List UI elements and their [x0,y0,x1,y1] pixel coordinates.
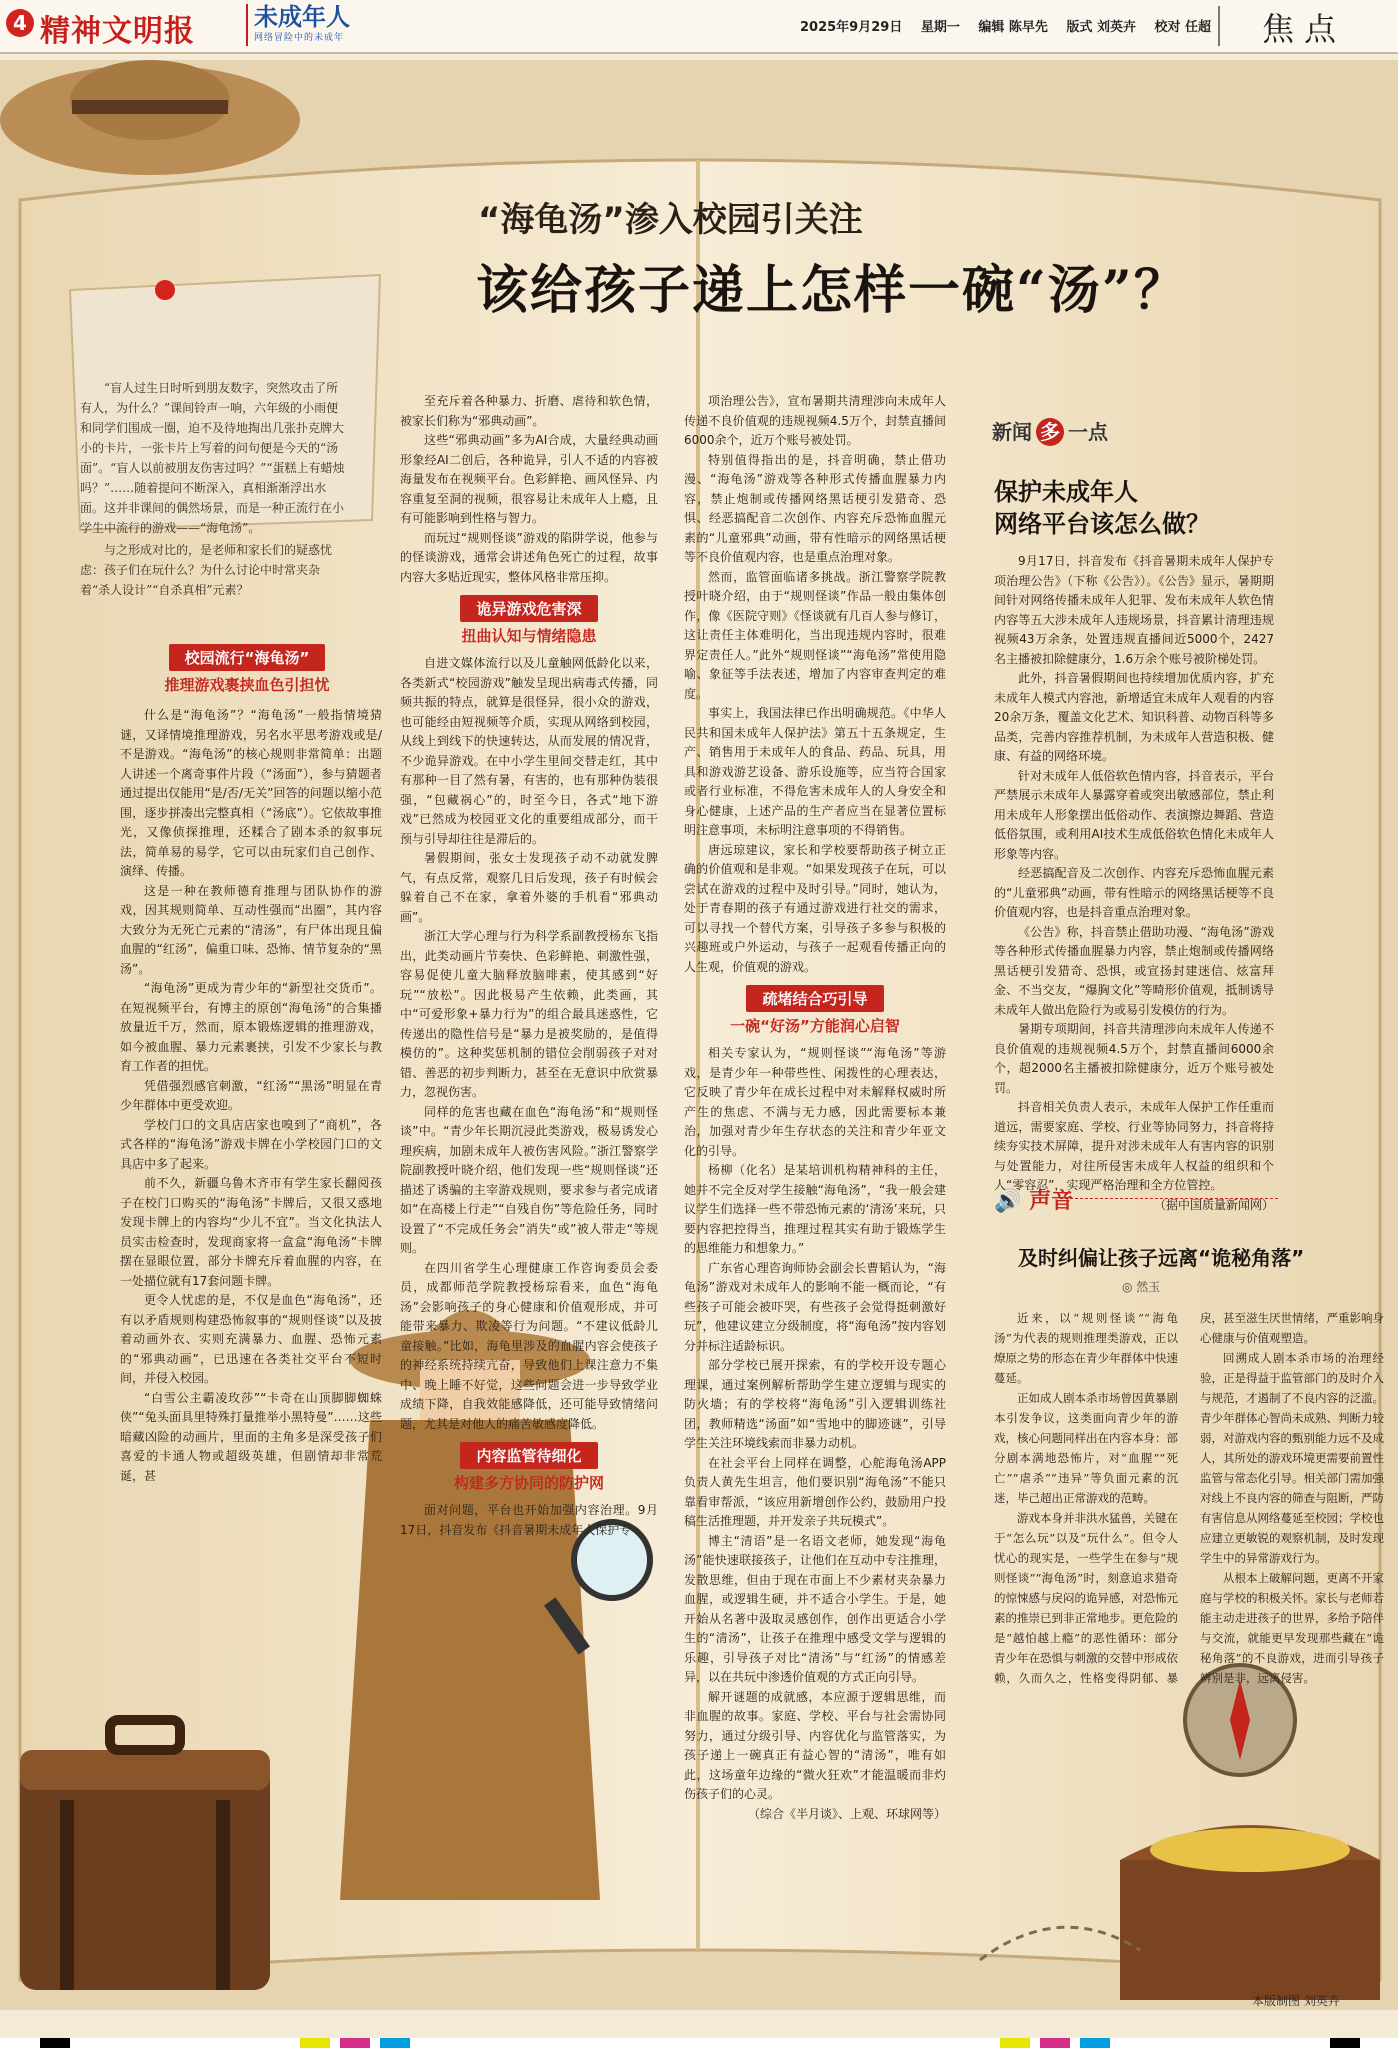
print-color-bar [0,2038,1398,2048]
body-paragraph: 浙江大学心理与行为科学系副教授杨东飞指出，此类动画片节奏快、色彩鲜艳、刺激性强，容易促使儿童大脑释放脑啡素，使其感到“好玩”“放松”。因此极易产生依赖，此类画，其中“可爱形象+暴力行为”的组合最具迷惑性，它传递出的隐性信号是“暴力是被奖励的，是值得模仿的”。这种奖惩机制的错位会削弱孩子对对错、善恶的初步判断力，甚至在无意识中欣赏暴力，忽视伤害。 [400,929,658,1099]
speaker-icon: 🔊 [994,1189,1022,1214]
section-title: 未成年人 [254,3,350,31]
body-paragraph: 面对问题，平台也开始加强内容治理。9月17日，抖音发布《抖音暑期未成年人保护专 [400,1503,658,1537]
article-column-3 [684,392,946,1824]
section-title: 内容监管待细化 [460,1442,597,1469]
body-paragraph: “白雪公主霸凌玫莎”“卡奇在山顶脚脚蜘蛛侠”“兔头面具里特殊打量推举小黑特曼”……这些暗藏凶险的动画片，里面的主角多是深受孩子们喜爱的卡通人物或超级英雄，但剧情却非常荒诞，甚 [120,1390,382,1483]
article-kicker: “海龟汤”渗入校园引关注 [478,200,863,240]
section-subtitle: 构建多方协同的防护网 [453,1474,604,1492]
voice-divider [1060,1198,1278,1200]
header-divider [1218,6,1220,46]
news-title-line: 保护未成年人 [994,478,1138,506]
body-paragraph: 经恶搞配音及二次创作、内容充斥恐怖血腥元素的“儿童邪典”动画，带有性暗示的网络黑话梗等不良价值观内容，也是抖音重点治理对象。 [994,866,1274,919]
body-paragraph: 9月17日，抖音发布《抖音暑期未成年人保护专项治理公告》（下称《公告》）。《公告》显示，暑期期间针对网络传播未成年人犯罪、发布未成年人软色情内容等五大涉未成年人违规场景，抖音累计清理违规视频43万余条，处置违规直播间近5000个，2427名主播被扣除健康分，1.6万余个账号被阶梯处罚。 [994,554,1274,666]
body-paragraph: 相关专家认为，“规则怪谈”“海龟汤”等游戏，是青少年一种带些性、闲拨性的心理表达，它反映了青少年在成长过程中对未解释权威时所产生的焦虑、不满与无力感，因此需要标本兼治，加强对青少年生存状态的关注和青少年亚文化的引导。 [684,1046,946,1158]
body-paragraph: 唐远琼建议，家长和学校要帮助孩子树立正确的价值观和是非观。“如果发现孩子在玩，可以尝试在游戏的过程中及时引导。”同时，她认为，处于青春期的孩子有通过游戏进行社交的需求，可以寻找一个替代方案，引导孩子多参与积极的兴趣班或户外运动，与孩子一起观看传播正向的人生观，价值观的游戏。 [684,842,946,974]
proofreader-credit: 校对 任超 [1154,20,1212,35]
treasure-chest-illustration [1120,1825,1380,2000]
column-name: 焦点 [1262,10,1347,48]
section-subtitle: 推理游戏裹挟血色引担忧 [164,676,330,694]
section-banner-2 [400,595,658,646]
body-paragraph: 这些“邪典动画”多为AI合成，大量经典动画形象经AI二创后，各种诡异，引人不适的内容被海量发布在视频平台。色彩鲜艳、画风怪异、内容重复至洞的视频，很容易让未成年人上瘾，且有可能影响到性格与智力。 [400,433,658,525]
body-paragraph: 这是一种在教师德育推理与团队协作的游戏，因其规则简单、互动性强而“出圈”，其内容大致分为无死亡元素的“清汤”，有尸体出现且偏血腥的“红汤”，偏重口味、恐怖、情节复杂的“黑汤”。 [120,883,382,976]
body-paragraph: 暑假期间，张女士发现孩子动不动就发脾气，有点反常，观察几日后发现，孩子有时候会躲着自己不在家，拿着外婆的手机看“邪典动画”。 [400,851,658,924]
section-title: 诡异游戏危害深 [460,595,597,622]
news-tag-left: 新闻 [992,420,1032,444]
intro-paragraph: “盲人过生日时听到朋友数字，突然攻击了所有人，为什么？”课间铃声一响，六年级的小雨便和同学们围成一圈，迫不及待地掏出几张扑克牌大小的卡片，一张卡片上写着的问句便是今天的“汤面”。“盲人以前被朋友伤害过吗？”“蛋糕上有蜡烛吗？”……随着提问不断深入，真相渐渐浮出水面。这并非课间的偶然场景，而是一种正流行在小学生中流行的游戏——“海龟汤”。 [80,381,345,535]
body-paragraph: 特别值得指出的是，抖音明确，禁止借功漫、“海龟汤”游戏等各种形式传播血腥暴力内容，禁止炮制或传播网络黑话梗引发猎奇、恐惧、经恶搞配音二次创作、内容充斥恐怖血腥元素的“儿童邪典”动画，带有性暗示的网络黑话梗等不良价值观内容，也是重点治理对象。 [684,452,946,564]
page-header [0,0,1398,54]
article-column-2 [400,392,658,1540]
issue-date: 2025年9月29日 [800,20,903,35]
body-paragraph: 至充斥着各种暴力、折磨、虐待和软色情，被家长们称为“邪典动画”。 [400,394,658,428]
page-number: 4 [6,9,34,37]
body-paragraph: 然而，监管面临诸多挑战。浙江警察学院教授叶晓介绍，由于“规则怪谈”作品一般由集体创作，像《医院守则》《怪谈就有几百人参与修订，这让责任主体难明化，当出现违规内容时，很难界定责任人。”此外“规则怪谈”“海龟汤”常使用隐喻、象征等手法表述，增加了内容审查判定的难度。 [684,569,946,701]
news-title [994,476,1274,540]
header-meta [800,16,1225,35]
body-paragraph: 正如成人剧本杀市场曾因黄暴剧本引发争议，这类面向青少年的游戏，核心问题同样出在内容本身：部分剧本满地恐怖片，对“血腥”“死亡”“虐杀”“违异”等负面元素的沉迷，毕己超出正常游戏的范畴。 [994,1391,1178,1505]
designer-credit: 版式 刘英卉 [1066,20,1136,35]
issue-weekday: 星期一 [920,20,960,35]
body-paragraph: 什么是“海龟汤”？“海龟汤”一般指情境猜谜，又译情境推理游戏，另名水平思考游戏或是/不是游戏。“海龟汤”的核心规则非常简单：出题人讲述一个离奇事件片段（“汤面”），参与猜题者通过提出仅能用“是/否/无关”回答的问题以缩小范围，逐步拼凑出完整真相（“汤底”）。它依故事推光，又像侦探推理，还糅合了剧本杀的叙事玩法，简单易的易学，它可以由玩家们自己创作、演绎、传播。 [120,708,382,878]
body-paragraph: 更令人忧虑的是，不仅是血色“海龟汤”，还有以矛盾规则构建恐怖叙事的“规则怪谈”以及披着动画外衣、实则充满暴力、血腥、恐怖元素的“邪典动画”，已迅速在各类社交平台不短时间，并侵入校园。 [120,1293,382,1385]
news-tag-badge: 多 [1036,418,1064,446]
body-paragraph: 广东省心理咨询师协会副会长曹韬认为，“海龟汤”游戏对未成年人的影响不能一概而论，“有些孩子可能会被吓哭，有些孩子会觉得挺刺激好玩”，他建议建立分级制度，将“海龟汤”按内容划分并标注适龄标识。 [684,1260,946,1353]
voice-title: 及时纠偏让孩子远离“诡秘角落” [1018,1246,1305,1270]
section-banner-1 [122,644,372,695]
body-paragraph: “海龟汤”更成为青少年的“新型社交货币”。在短视频平台，有博主的原创“海龟汤”的合集播放量近千万，然而，原本锻炼逻辑的推理游戏，如今被血腥、暴力元素裹挟，引发不少家长与教育工作者的担忧。 [120,981,382,1073]
body-paragraph: 回溯成人剧本杀市场的治理经验，正是得益于监管部门的及时介入与规范，才遏制了不良内容的泛滥。青少年群体心智尚未成熟、判断力较弱，对游戏内容的甄别能力远不及成人，其所处的游戏环境更需要前置性监管与常态化引导。相关部门需加强对线上不良内容的筛查与阻断，严防有害信息从网络蔓延至校园；学校也应建立更敏锐的观察机制，及时发现学生中的异常游戏行为。 [1200,1351,1384,1565]
news-tag [992,416,1108,446]
article-headline: 该给孩子递上怎样一碗“汤”？ [476,260,1188,321]
body-paragraph: 杨柳（化名）是某培训机构精神科的主任，她并不完全反对学生接触“海龟汤”，“我一般会建议学生们选择一些不带恐怖元素的‘清汤’来玩，只要内容把控得当，推理过程其实有助于锻炼学生的思维能力和想象力。” [684,1163,946,1255]
body-paragraph: 项治理公告》，宣布暑期共清理涉向未成年人传递不良价值观的违规视频4.5万个，封禁直播间6000余个，近万个账号被处罚。 [684,394,946,447]
body-paragraph: 解开谜题的成就感，本应源于逻辑思维，而非血腥的故事。家庭、学校、平台与社会需协同努力，通过分级引导、内容优化与监管落实，为孩子递上一碗真正有益心智的“清汤”，唯有如此，这场童年边缘的“微火狂欢”才能温暖而非灼伤孩子们的心灵。 [684,1689,946,1801]
section-title: 校园流行“海龟汤” [169,644,326,671]
body-paragraph: 在社会平台上同样在调整，心舵海龟汤APP负责人黄先生坦言，他们要识别“海龟汤”不能只靠看审帮派，“该应用新增创作公约，鼓励用户投稿生活推理题，并开发亲子共玩模式”。 [684,1455,946,1528]
article-column-1 [120,706,382,1486]
section-subtitle: 网络冒险中的未成年 [254,33,345,43]
body-paragraph: 暑期专项期间，抖音共清理涉向未成年人传递不良价值观的违规视频4.5万个，封禁直播间6000余个，超2000名主播被扣除健康分，近万个账号被处罚。 [994,1022,1274,1095]
pin-icon [155,280,175,300]
body-paragraph: 在四川省学生心理健康工作咨询委员会委员，成都师范学院教授杨琮看来，血色“海龟汤”会影响孩子的身心健康和价值观形成，并可能带来暴力、欺凌等行为问题。“不建议低龄儿童接触。”比如，海龟里涉及的血腥内容会使孩子的神经系统持续亢奋，导致他们上课注意力不集中、晚上睡不好觉，这些问题会进一步导致学业成绩下降，自我效能感降低，还可能导致情绪问题，尤其是对他人的痛苦敏感度降低。 [400,1260,658,1431]
news-body [994,552,1274,1215]
body-paragraph: 凭借强烈感官刺激，“红汤”“黑汤”明显在青少年群体中更受欢迎。 [120,1078,382,1112]
body-paragraph: 博主“清语”是一名语文老师，她发现“海龟汤”能快速联接孩子，让他们在互动中专注推理，发散思维，但由于现在市面上不少素材夹杂暴力血腥，或逻辑生硬，并不适合小学生。于是，她开始从名著中汲取灵感创作，创作出更适合小学生的“清汤”，让孩子在推理中感受文学与逻辑的乐趣，引导孩子对比“清汤”与“红汤”的情感差异，以在共玩中渗透价值观的方式正向引导。 [684,1533,946,1684]
news-tag-right: 一点 [1068,420,1108,444]
body-paragraph: 抖音相关负责人表示，未成年人保护工作任重而道远，需要家庭、学校、行业等协同努力，抖音将持续夯实技术屏障，提升对涉未成年人有害内容的识别与处置能力，对往所侵害未成年人权益的组织和个人“零容忍”，实现严格治理和全方位管控。 [994,1100,1274,1192]
body-paragraph: 从根本上破解问题，更离不开家庭与学校的积极关怀。家长与老师若能主动走进孩子的世界，多给予陪伴与交流，就能更早发现那些藏在“诡秘角落”的不良游戏，进而引导孩子辨别是非，远离侵害。 [1200,1571,1384,1685]
intro-paragraph: 与之形成对比的，是老师和家长们的疑惑忧虑：孩子们在玩什么？为什么讨论中时常夹杂着“杀人设计”“自杀真相”元素？ [80,543,333,597]
footer-credit: 本版制图 刘英卉 [1252,1994,1340,2008]
body-paragraph: 事实上，我国法律已作出明确规范。《中华人民共和国未成年人保护法》第五十五条规定，生产、销售用于未成年人的食品、药品、玩具，用具和游戏游艺设备、游乐设施等，应当符合国家或者行业标准，不得危害未成年人的人身安全和身心健康，上述产品的生产者应当在显著位置标明注意事项，未标明注意事项的不得销售。 [684,706,946,837]
section-box [246,4,366,46]
section-title: 疏堵结合巧引导 [746,985,883,1012]
section-banner-4 [684,985,946,1036]
section-banner-3 [400,1442,658,1493]
voice-body [994,1308,1384,1688]
voice-tag-label: 声音 [1029,1189,1074,1214]
body-paragraph: 前不久，新疆乌鲁木齐市有学生家长翻阅孩子在校门口购买的“海龟汤”卡牌后，又很又惑地发现卡牌上的内容均“少儿不宜”。当文化执法人员实击检查时，发现商家将一盒盒“海龟汤”卡牌摆在显眼位置，部分卡牌充斥着血腥的内容，在一处描位就有17套问题卡牌。 [120,1176,382,1288]
body-paragraph: 近来，以“规则怪谈”“海龟汤”为代表的规则推理类游戏，正以燎原之势的形态在青少年群体中快速蔓延。 [994,1311,1178,1385]
body-paragraph: 此外，抖音暑假期间也持续增加优质内容，扩充未成年人模式内容池，新增适宜未成年人观看的内容20余万条，覆盖文化艺术、知识科普、动物百科等多品类，完善内容推荐机制，为未成年人营造积极、健康、有益的网络环境。 [994,671,1274,763]
source-note: （综合《半月谈》、上观、环球网等） [747,1806,946,1821]
article-intro [80,378,348,602]
body-paragraph: 而玩过“规则怪谈”游戏的陷阱学说，他参与的怪谈游戏，通常会讲述角色死亡的过程，故事内容大多贴近现实，整体风格非常压抑。 [400,530,658,584]
section-subtitle: 扭曲认知与情绪隐患 [461,627,597,645]
body-paragraph: 同样的危害也藏在血色“海龟汤”和“规则怪谈”中。“青少年长期沉浸此类游戏，极易诱发心理疾病，加剧未成年人被伤害风险。”浙江警察学院副教授叶晓介绍，他们发现一些“规则怪谈”还描述了诱骗的主宰游戏规则，要求参与者完成诸如“在高楼上行走”“自残自伤”等危险任务，同时设置了“不完成任务会”消失“或”被人带走“等规则。 [400,1104,658,1255]
body-paragraph: 自进文媒体流行以及儿童触网低龄化以来，各类新式“校园游戏”触发呈现出病毒式传播，同频共振的特点，就算是很怪异，很小众的游戏，也可能经由短视频等介质，实现从网络到校园，从线上到线下的快速转达，从而发展的情况背，不少诡异游戏。在中小学生里间交替走红，其中有那种一目了然有暑，有害的，也有那种伪装很强，“包藏祸心”的，时至今日，各式“地下游戏”已然成为校园亚文化的重要组成部分，而干预与引导却往往是滞后的。 [400,656,658,846]
suitcase-illustration [20,1720,270,1990]
editor-credit: 编辑 陈早先 [978,20,1048,35]
body-paragraph: 《公告》称，抖音禁止借助功漫、“海龟汤”游戏等各种形式传播血腥暴力内容，禁止炮制或传播网络黑话梗引发猎奇、恐惧，或宣扬封建迷信、炫富拜金、不当交友，“爆胸文化”等畸形价值观，抵制诱导未成年人做出危险行为或易引发模仿的行为。 [994,924,1274,1017]
news-title-line: 网络平台该怎么做？ [994,510,1210,538]
body-paragraph: 部分学校已展开探索，有的学校开设专题心理课，通过案例解析帮助学生建立逻辑与现实的防火墙；有的学校将“海龟汤”引入逻辑训练社团，教师精选“汤面”如“雪地中的脚迹谜”，引导学生关注环境线索而非暴力动机。 [684,1358,946,1450]
source-note: （据中国质量新闻网） [1153,1197,1274,1212]
body-paragraph: 游戏本身并非洪水猛兽，关键在于“怎么玩”以及“玩什么”。但令人忧心的现实是，一些学生在参与“规则怪谈”“海龟汤”时，刻意追求猎奇的惊悚感与戾闷的诡异感，对恐怖元素的推崇已到非正常地步。更危险的是“越怕越上瘾”的恶性循环：部分青少年在恐惧与刺激的交替中形成依赖，久而久之，性格变得阴郁、暴戾，甚至滋生厌世情绪，严重影响身心健康与价值观塑造。 [994,1311,1384,1685]
paper-name: 精神文明报 [40,14,195,49]
section-subtitle: 一碗“好汤”方能润心启智 [730,1017,900,1035]
body-paragraph: 针对未成年人低俗软色情内容，抖音表示，平台严禁展示未成年人暴露穿着或突出敏感部位，禁止利用未成年人形象摆出低俗动作、表演擦边舞蹈、营造低俗氛围，或利用AI技术生成低俗软色情化未成年人形象等内容。 [994,768,1274,861]
voice-author: ◎ 然玉 [1122,1280,1161,1294]
body-paragraph: 学校门口的文具店店家也嗅到了“商机”，各式各样的“海龟汤”游戏卡牌在小学校园门口的文具店中多了起来。 [120,1117,382,1171]
